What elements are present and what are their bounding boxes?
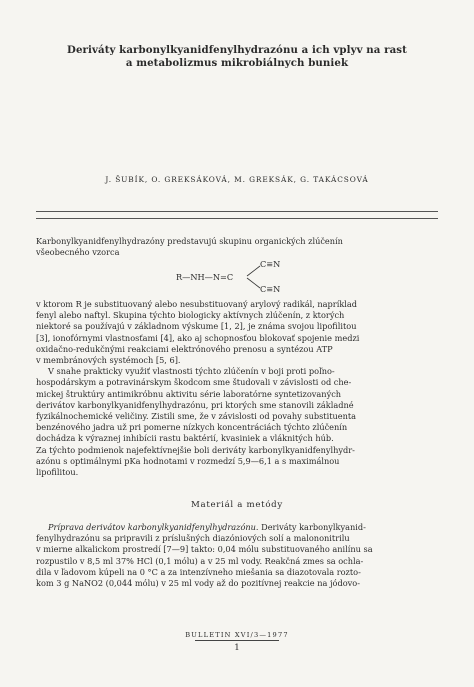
formula-cyano-bottom: C≡N [260, 284, 281, 294]
article-title [40, 44, 434, 70]
methods-line: fenylhydrazónu sa pripravili z príslušných diazóniových solí a malononitrilu [36, 533, 350, 544]
divider-rule-top [36, 211, 438, 212]
body-line: fyzikálnochemické veličiny. Zistili sme, že v závislosti od povahy substituenta [36, 411, 357, 422]
intro-line: všeobecného vzorca [36, 247, 120, 258]
methods-lead: Príprava derivátov karbonylkyanidfenylhydrazónu. [48, 522, 259, 532]
methods-line: v mierne alkalickom prostredí [7—9] takto: 0,04 mólu substituovaného anilínu sa [36, 544, 373, 555]
footer-rule [195, 640, 279, 641]
body-line: v membránových systémoch [5, 6]. [36, 355, 181, 366]
author-list: J. ŠUBÍK, O. GREKSÁKOVÁ, M. GREKSÁK, G. TAKÁCSOVÁ [105, 175, 369, 184]
body-line: hospodárskym a potravinárskym škodcom sme študovali v závislosti od che- [36, 377, 352, 388]
body-line: niektoré sa používajú v základnom výskume [1, 2], je známa svojou lipofilitou [36, 321, 357, 332]
body-line: azónu s optimálnymi pKa hodnotami v rozmedzí 5,9—6,1 a s maximálnou [36, 455, 340, 466]
methods-line-text: Deriváty karbonylkyanid- [258, 522, 366, 532]
body-line: mickej štruktúry antimikróbnu aktivitu série laboratórne syntetizovaných [36, 388, 342, 399]
chemical-formula [176, 257, 316, 297]
page-number: 1 [234, 643, 240, 653]
body-line: v ktorom R je substituovaný alebo nesubstituovaný arylový radikál, napríklad [36, 299, 358, 309]
methods-paragraph [36, 522, 438, 589]
methods-line [36, 522, 438, 533]
divider-rule-bottom [36, 218, 438, 219]
body-paragraph [36, 299, 438, 478]
body-line: dochádza k výraznej inhibícii rastu baktérií, kvasiniek a vláknitých húb. [36, 433, 334, 444]
methods-line: kom 3 g NaNO2 (0,044 mólu) v 25 ml vody až do pozitívnej reakcie na jódovo- [36, 578, 360, 589]
body-line: oxidačno-redukčnými reakciami elektrónového prenosu a syntézou ATP [36, 343, 333, 354]
methods-line: rozpustilo v 8,5 ml 37% HCl (0,1 mólu) a v 25 ml vody. Reakčná zmes sa ochla- [36, 555, 364, 566]
article-title-line-1: Deriváty karbonylkyanidfenylhydrazónu a ich vplyv na rast [67, 44, 407, 56]
body-line: derivátov karbonylkyanidfenylhydrazónu, pri ktorých sme stanovili základné [36, 399, 354, 410]
body-line: V snahe prakticky využiť vlastnosti týchto zlúčenín v boji proti poľno- [48, 366, 335, 377]
methods-line: dila v ľadovom kúpeli na 0 °C a za intenzívneho miešania sa diazotovala rozto- [36, 566, 361, 577]
body-line: fenyl alebo naftyl. Skupina týchto biologicky aktívnych zlúčenín, z ktorých [36, 310, 345, 321]
body-line: [3], ionofórnymi vlastnosťami [4], ako aj schopnosťou blokovať spojenie medzi [36, 332, 360, 343]
intro-line: Karbonylkyanidfenylhydrazóny predstavujú skupinu organických zlúčenín [36, 236, 343, 246]
journal-footer: BULLETIN XVI/3—1977 [185, 631, 289, 639]
body-line: lipofilitou. [36, 467, 79, 478]
section-heading: Materiál a metódy [191, 500, 283, 510]
intro-paragraph [36, 236, 438, 258]
body-line: benzénového jadra už pri pomerne nízkych koncentráciách týchto zlúčenín [36, 422, 348, 433]
body-line: Za týchto podmienok najefektívnejšie boli deriváty karbonylkyanidfenylhydr- [36, 444, 355, 455]
formula-cyano-top: C≡N [260, 259, 281, 269]
article-title-line-2: a metabolizmus mikrobiálnych buniek [125, 57, 349, 69]
formula-main: R—NH—N=C [176, 272, 234, 282]
